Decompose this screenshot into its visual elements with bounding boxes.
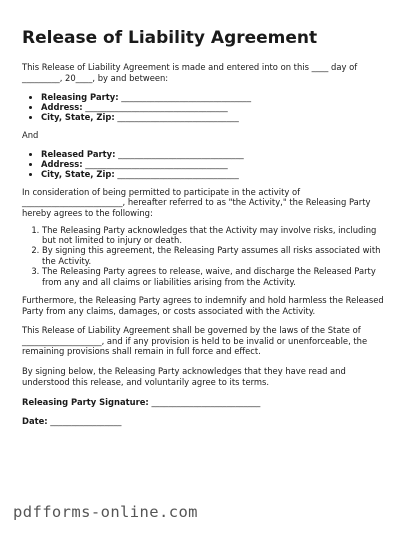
indemnify-paragraph: Furthermore, the Releasing Party agrees to indemnify and hold harmless the Released Party from any claims, damages, or costs associated with the Activity. bbox=[22, 295, 384, 316]
released-party-name: • Released Party: ______________________________ bbox=[41, 149, 392, 159]
term-item: 1. The Releasing Party acknowledges that the Activity may involve risks, including but not limited to injury or death. bbox=[42, 225, 392, 246]
acknowledgment-paragraph: By signing below, the Releasing Party acknowledges that they have read and understood this release, and voluntarily agree to its terms. bbox=[22, 365, 346, 387]
agreement-document bbox=[22, 28, 392, 427]
released-party-city: • City, State, Zip: _____________________________ bbox=[41, 169, 392, 179]
intro-paragraph: This Release of Liability Agreement is made and entered into on this ____ day of _________, 20____, by and between: bbox=[22, 62, 358, 83]
releasing-party-address: • Address: __________________________________ bbox=[41, 102, 392, 112]
term-item: 3. The Releasing Party agrees to release, waive, and discharge the Released Party from any and all claims or liabilities arising from the Activity. bbox=[42, 266, 392, 287]
governing-law-paragraph: This Release of Liability Agreement shall be governed by the laws of the State of ___________________, and if any provision is held to be invalid or unenforceable, the remaining provisions shall remain in full force and effect. bbox=[22, 325, 368, 357]
releasing-party-name: • Releasing Party: _______________________________ bbox=[41, 92, 392, 102]
watermark-footer: pdfforms-online.com bbox=[13, 503, 198, 521]
released-party-address: • Address: __________________________________ bbox=[41, 159, 392, 169]
term-item: 2. By signing this agreement, the Releasing Party assumes all risks associated with the Activity. bbox=[42, 245, 392, 266]
date-line: Date: _________________ bbox=[22, 416, 122, 427]
and-text: And bbox=[22, 130, 39, 141]
consideration-paragraph: In consideration of being permitted to participate in the activity of ________________________, hereafter referred to as "the Activity," the Releasing Party hereby agrees to the following: bbox=[22, 186, 371, 218]
signature-line: Releasing Party Signature: __________________________ bbox=[22, 397, 261, 408]
released-party-list bbox=[22, 149, 392, 179]
releasing-party-city: • City, State, Zip: _____________________________ bbox=[41, 112, 392, 122]
releasing-party-list bbox=[22, 92, 392, 122]
document-title: Release of Liability Agreement bbox=[22, 28, 318, 48]
terms-list bbox=[22, 225, 392, 287]
